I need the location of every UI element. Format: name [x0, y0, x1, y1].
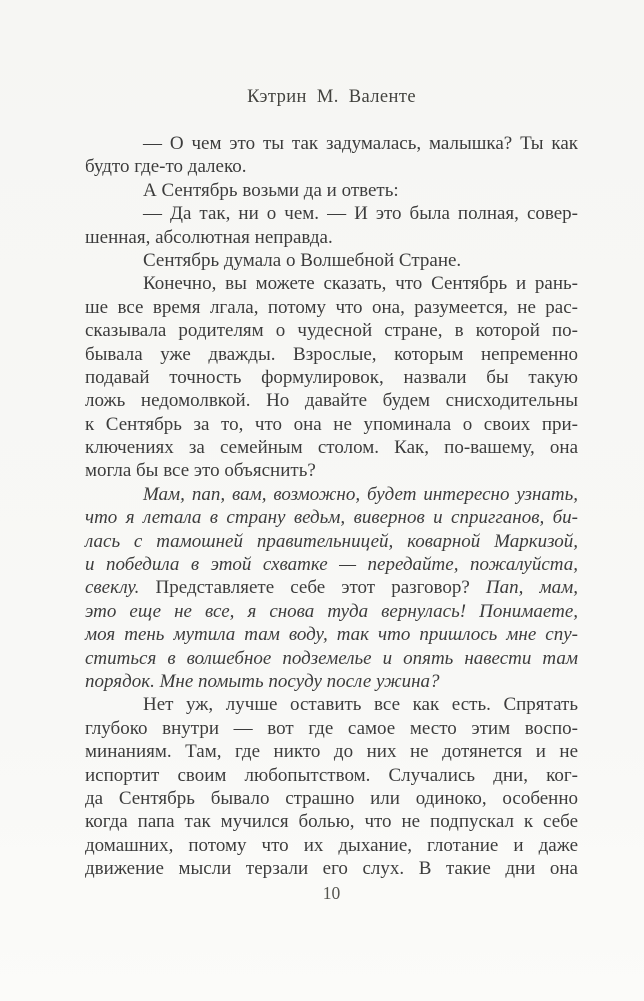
text-line — [85, 413, 578, 436]
text-line — [85, 857, 578, 880]
text-segment: А Сентябрь возьми да и ответь: — [143, 179, 399, 201]
text-line — [85, 506, 578, 529]
text-line — [85, 389, 578, 412]
text-segment: сказывала родителям о чудесной стране, в которой по- — [85, 320, 578, 342]
text-segment: свеклу. — [85, 577, 156, 599]
text-line — [85, 272, 578, 295]
text-line — [85, 249, 578, 272]
text-line — [85, 717, 578, 740]
running-header: Кэтрин М. Валенте — [247, 87, 416, 107]
text-segment: лась с тамошней правительницей, коварной Маркизой, — [85, 530, 578, 552]
text-line — [85, 553, 578, 576]
text-line — [85, 647, 578, 670]
text-segment: да Сентябрь бывало страшно или одиноко, особенно — [85, 787, 578, 809]
text-segment: — Да так, ни о чем. — И это была полная, совер- — [143, 203, 578, 225]
text-segment: домашних, потому что их дыхание, глотание и даже — [85, 834, 578, 856]
text-segment: шенная, абсолютная неправда. — [85, 226, 333, 248]
text-line — [85, 202, 578, 225]
text-line — [85, 226, 578, 249]
text-segment: могла бы все это объяснить? — [85, 460, 316, 482]
text-line — [85, 179, 578, 202]
text-segment: ше все время лгала, потому что она, разумеется, не рас- — [85, 296, 578, 318]
text-line — [85, 155, 578, 178]
text-line — [85, 693, 578, 716]
text-segment: Мам, пап, вам, возможно, будет интересно узнать, — [143, 483, 578, 505]
text-segment: будто где-то далеко. — [85, 156, 247, 178]
text-segment: к Сентябрь за то, что она не упоминала о своих при- — [85, 413, 578, 435]
text-segment: когда папа так мучился болью, что не подпускал к себе — [85, 811, 578, 833]
text-line — [85, 787, 578, 810]
text-segment: — О чем это ты так задумалась, малышка? Ты как — [143, 133, 578, 154]
text-segment: Пап, мам, — [485, 577, 579, 599]
text-segment: ключениях за семейным столом. Как, по-вашему, она — [85, 437, 578, 459]
text-line — [85, 366, 578, 389]
text-segment: ститься в волшебное подземелье и опять навести там — [85, 647, 578, 669]
text-lines — [85, 132, 578, 881]
text-segment: и победила в этой схватке — передайте, пожалуйста, — [85, 554, 578, 576]
text-segment: Сентябрь думала о Волшебной Стране. — [143, 249, 462, 271]
text-segment: порядок. Мне помыть посуду после ужина? — [85, 670, 440, 692]
text-line — [85, 132, 578, 155]
text-line — [85, 436, 578, 459]
text-line — [85, 600, 578, 623]
text-segment: испортит своим любопытством. Случались дни, ког- — [85, 764, 578, 786]
text-line — [85, 343, 578, 366]
text-segment: Представляете себе этот разговор? — [155, 577, 486, 599]
text-segment: это еще не все, я снова туда вернулась! Понимаете, — [85, 600, 578, 622]
text-line — [85, 670, 578, 693]
text-segment: минаниям. Там, где никто до них не дотянется и не — [85, 741, 578, 763]
text-line — [85, 459, 578, 482]
text-line — [85, 483, 578, 506]
text-line — [85, 623, 578, 646]
text-segment: подавай точность формулировок, назвали бы такую — [85, 366, 578, 388]
text-line — [85, 740, 578, 763]
page-number: 10 — [322, 883, 341, 903]
text-line — [85, 296, 578, 319]
text-line — [85, 810, 578, 833]
text-line — [85, 530, 578, 553]
text-segment: Конечно, вы можете сказать, что Сентябрь и рань- — [143, 273, 578, 295]
text-line — [85, 834, 578, 857]
text-line — [85, 319, 578, 342]
text-segment: бывала уже дважды. Взрослые, которым непременно — [85, 343, 578, 365]
text-segment: Нет уж, лучше оставить все как есть. Спрятать — [143, 694, 578, 716]
text-line — [85, 764, 578, 787]
text-segment: движение мысли терзали его слух. В такие дни она — [85, 858, 578, 880]
text-line — [85, 576, 578, 599]
text-segment: моя тень мутила там воду, так что пришлось мне спу- — [85, 624, 578, 646]
text-segment: глубоко внутри — вот где самое место этим воспо- — [85, 717, 578, 739]
text-segment: что я летала в страну ведьм, вивернов и спригганов, би- — [85, 507, 578, 529]
text-segment: ложь недомолвкой. Но давайте будем снисходительны — [85, 390, 578, 412]
